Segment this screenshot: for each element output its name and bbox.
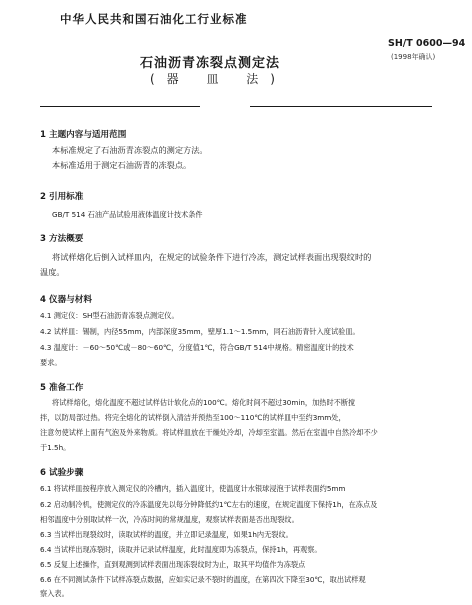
document-subtitle: (器 皿 法)	[150, 72, 287, 86]
document-title: 石油沥青冻裂点测定法	[140, 56, 281, 71]
section-5-line: 拌，以防局部过热。将完全熔化的试样倒入清洁并预热至100～110℃的试样皿中至约3mm处，	[40, 413, 346, 422]
section-6-line: 察入表。	[40, 589, 69, 598]
section-5-line: 注意勿使试样上面有气泡及外来物质。将试样皿放在干燥处冷却，冷却至室温。然后在室温中自然冷却不少	[40, 428, 378, 437]
section-3-line: 温度。	[40, 267, 65, 277]
section-1-line: 本标准适用于测定石油沥青的冻裂点。	[52, 160, 192, 170]
section-2-line: GB/T 514 石油产品试验用液体温度计技术条件	[52, 210, 203, 219]
section-6-heading: 6 试验步骤	[40, 468, 84, 478]
section-6-line: 6.4 当试样出现冻裂时，读取并记录试样温度，此时温度即为冻裂点，保持1h，再观察。	[40, 545, 322, 554]
section-6-line: 相邻温度中分别取试样一次，冷冻时间的常规温度，观察试样表面是否出现裂纹。	[40, 515, 299, 524]
section-3-line: 将试样熔化后倒入试样皿内，在规定的试验条件下进行冷冻，测定试样表面出现裂纹时的	[52, 252, 372, 262]
left-divider	[40, 106, 200, 107]
section-2-heading: 2 引用标准	[40, 192, 84, 202]
section-4-heading: 4 仪器与材料	[40, 295, 92, 305]
section-4-line: 4.3 温度计：－60～50℃或－80～60℃，分度值1℃，符合GB/T 514中规格。精密温度计的技术	[40, 343, 354, 352]
publisher-header: 中华人民共和国石油化工行业标准	[60, 12, 248, 26]
standard-note: (1998年确认)	[391, 53, 436, 61]
section-6-line: 6.2 启动制冷机，使测定仪的冷冻温度先以每分钟降低约1℃左右的速度，在规定温度下保持1h，在冻点及	[40, 500, 378, 509]
section-6-line: 6.5 反复上述操作，直到观测到试样表面出现冻裂纹时为止，取其平均值作为冻裂点	[40, 560, 306, 569]
section-5-line: 于1.5h。	[40, 443, 71, 452]
section-5-line: 将试样熔化，熔化温度不超过试样估计软化点的100℃。熔化时间不超过30min，加热时不断搅	[52, 398, 356, 407]
section-1-line: 本标准规定了石油沥青冻裂点的测定方法。	[52, 145, 208, 155]
section-3-heading: 3 方法概要	[40, 234, 84, 244]
section-4-line: 要求。	[40, 358, 62, 367]
section-1-heading: 1 主题内容与适用范围	[40, 130, 127, 140]
section-4-line: 4.2 试样皿：锡制，内径55mm，内部深度35mm，壁厚1.1～1.5mm，同石油沥青针入度试验皿。	[40, 327, 360, 336]
right-divider	[250, 106, 432, 107]
section-5-heading: 5 准备工作	[40, 383, 84, 393]
section-6-line: 6.6 在不同测试条件下试样冻裂点数据，应如实记录不裂时的温度，在第四次下降至30℃，取出试样观	[40, 575, 366, 584]
section-6-line: 6.1 将试样皿按程序放入测定仪的冷槽内，插入温度计，使温度计水银球浸泡于试样表面约5mm	[40, 484, 346, 493]
standard-number: SH/T 0600—94	[388, 38, 466, 49]
section-4-line: 4.1 测定仪：SH型石油沥青冻裂点测定仪。	[40, 311, 179, 320]
section-6-line: 6.3 当试样出现裂纹时，读取试样的温度，并立即记录温度，如果1h内无裂纹。	[40, 530, 293, 539]
